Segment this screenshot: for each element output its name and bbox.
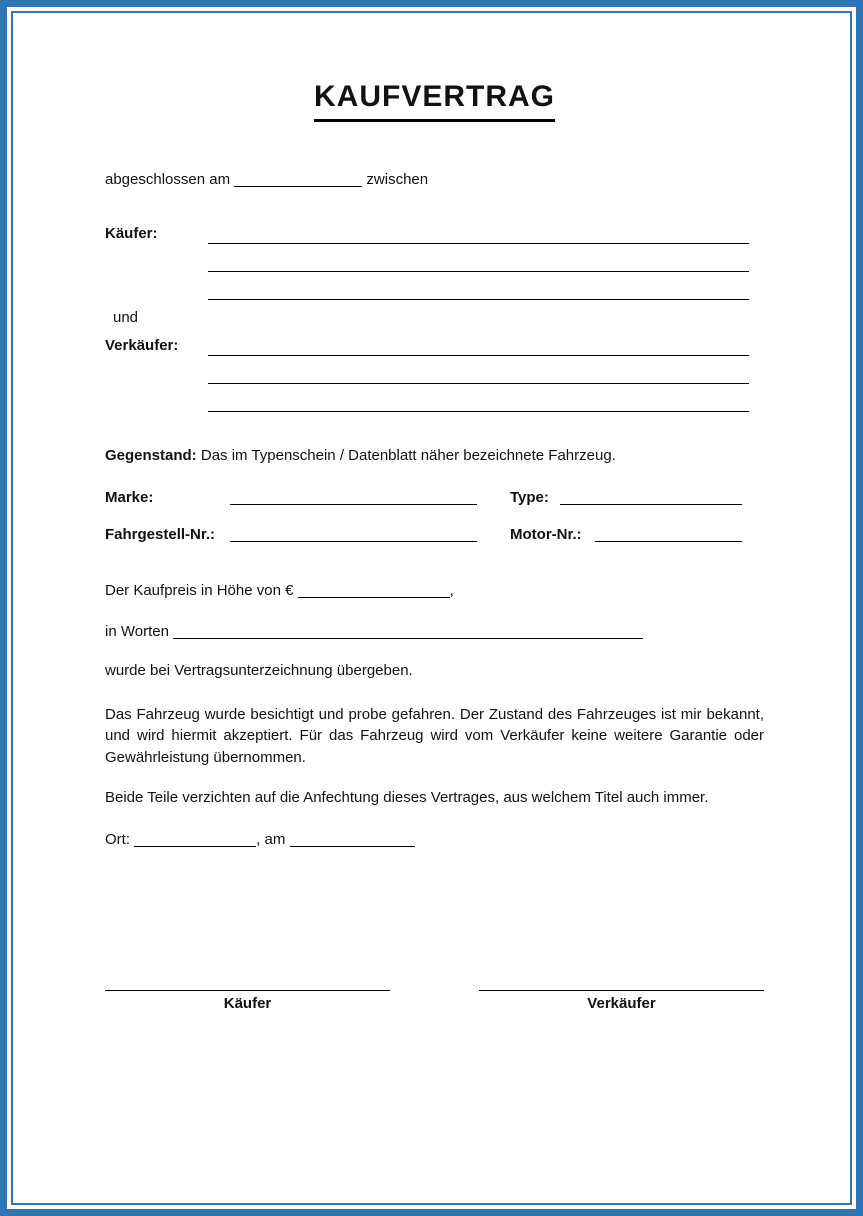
seller-label: Verkäufer:	[105, 337, 179, 354]
handover-text: wurde bei Vertragsunterzeichnung übergeben.	[105, 662, 413, 680]
intro-after-text: zwischen	[366, 170, 429, 188]
intro-before-text: abgeschlossen am	[105, 170, 231, 188]
buyer-signature-line	[105, 990, 390, 991]
seller-line-1	[208, 334, 749, 356]
fahrgestell-label: Fahrgestell-Nr.:	[105, 525, 216, 543]
subject-label: Gegenstand:	[105, 447, 197, 464]
buyer-signature	[105, 990, 390, 1014]
price-comma: ,	[449, 581, 454, 599]
subject-line	[105, 446, 764, 466]
page-inner-border	[11, 11, 852, 1205]
in-worten-label: in Worten	[105, 623, 169, 640]
place-date-line	[105, 830, 764, 850]
in-worten-blank	[173, 624, 643, 639]
marke-type-row	[105, 488, 764, 508]
fahrgestell-blank	[230, 527, 477, 542]
am-label: , am	[256, 830, 286, 848]
seller-signature	[479, 990, 764, 1014]
seller-signature-label: Verkäufer	[587, 994, 656, 1012]
ort-blank	[134, 832, 256, 847]
buyer-line-1	[208, 222, 749, 244]
und-label: und	[113, 308, 139, 326]
price-before-text: Der Kaufpreis in Höhe von €	[105, 581, 294, 599]
signature-block	[105, 990, 764, 1014]
seller-lines	[208, 334, 749, 412]
marke-label: Marke:	[105, 489, 154, 507]
subject-text: Das im Typenschein / Datenblatt näher bezeichnete Fahrzeug.	[200, 447, 616, 464]
buyer-label: Käufer:	[105, 224, 158, 242]
seller-line-2	[208, 356, 749, 384]
buyer-line-3	[208, 272, 749, 300]
page-title-text: KAUFVERTRAG	[314, 77, 555, 122]
contract-date-blank	[234, 172, 362, 187]
price-blank	[298, 583, 450, 598]
buyer-signature-label: Käufer	[223, 994, 272, 1012]
buyer-line-2	[208, 244, 749, 272]
ort-label: Ort:	[105, 830, 130, 848]
seller-signature-line	[479, 990, 764, 991]
seller-line-3	[208, 384, 749, 412]
intro-line	[105, 170, 764, 190]
waiver-clause: Beide Teile verzichten auf die Anfechtung dieses Vertrages, aus welchem Titel auch immer.	[105, 788, 709, 806]
buyer-section	[105, 222, 764, 300]
fahrgestell-motor-row	[105, 525, 764, 545]
contract-page	[13, 13, 850, 1014]
signing-date-blank	[290, 832, 415, 847]
buyer-lines	[208, 222, 749, 300]
marke-blank	[230, 490, 477, 505]
seller-section	[105, 334, 764, 412]
inspection-clause: Das Fahrzeug wurde besichtigt und probe gefahren. Der Zustand des Fahrzeuges ist mir bekannt, und wird hiermit akzeptiert. Für das Fahrzeug wird vom Verkäufer keine weitere Garantie oder Gewährleistung übernommen.	[105, 705, 764, 766]
type-blank	[560, 490, 742, 505]
motor-label: Motor-Nr.:	[510, 525, 582, 543]
type-label: Type:	[510, 489, 549, 507]
motor-blank	[595, 527, 742, 542]
page-title	[105, 77, 764, 122]
in-worten-line	[105, 622, 764, 642]
price-line	[105, 581, 764, 601]
